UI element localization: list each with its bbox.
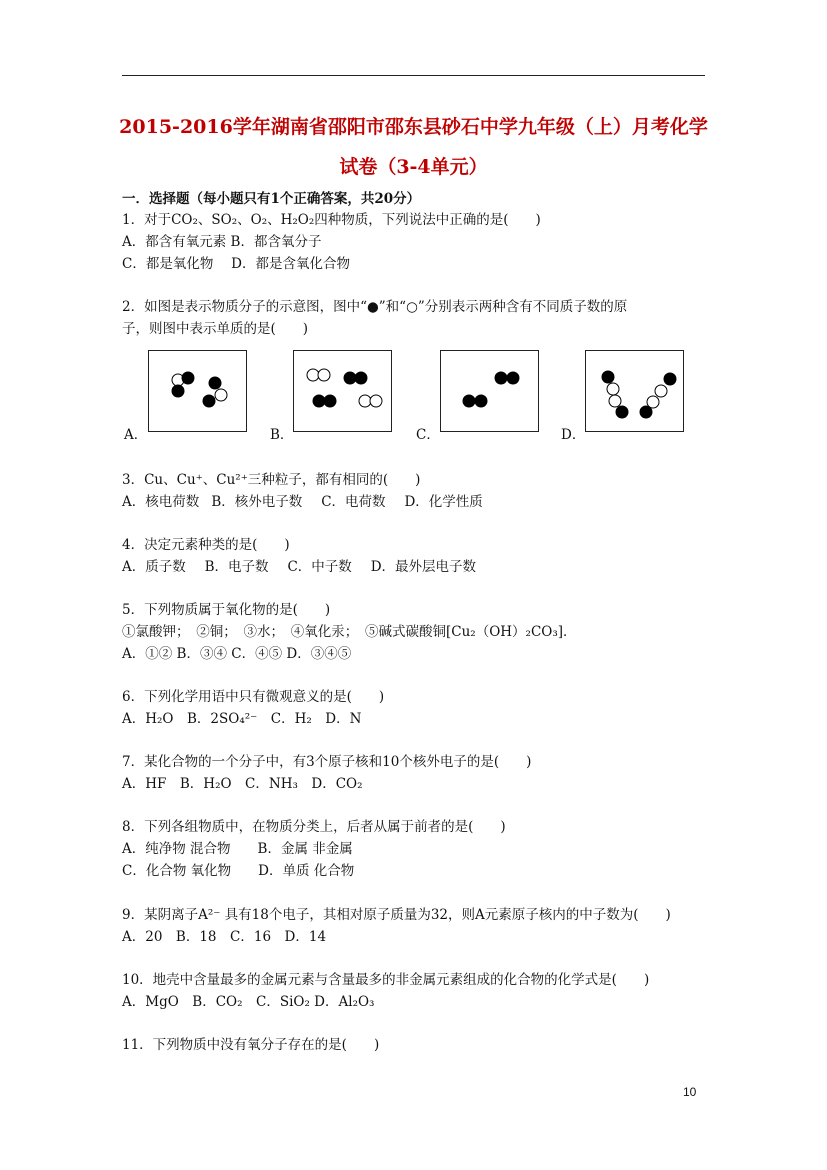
q1-stem: 1．对于CO₂、SO₂、O₂、H₂O₂四种物质，下列说法中正确的是( )	[122, 212, 541, 228]
q9-options: A．20 B．18 C．16 D．14	[122, 929, 327, 945]
q4-option-b: B．电子数	[204, 559, 269, 575]
exam-title-line2: 试卷（3-4单元）	[339, 156, 488, 178]
q8-options-cd: C．化合物 氧化物 D．单质 化合物	[122, 863, 355, 879]
q3-option-a: A．核电荷数	[122, 494, 200, 510]
q8-stem: 8．下列各组物质中，在物质分类上，后者从属于前者的是( )	[122, 819, 506, 835]
q2-diagram-b	[293, 350, 392, 432]
q3-options	[122, 494, 483, 510]
q2-option-c-label: C．	[416, 427, 440, 443]
q3-stem: 3．Cu、Cu⁺、Cu²⁺三种粒子，都有相同的( )	[122, 472, 421, 488]
q2-diagram-a	[148, 350, 247, 432]
q3-option-b: B．核外电子数	[211, 494, 303, 510]
q1-options-cd: C．都是氧化物 D．都是含氧化合物	[122, 256, 350, 272]
q2-diagram-c	[440, 350, 539, 432]
q5-options: A．①② B．③④ C．④⑤ D．③④⑤	[122, 646, 352, 662]
molecule-diagram-d-icon	[586, 351, 685, 433]
molecule-diagram-c-icon	[441, 351, 540, 433]
q3-option-c: C．电荷数	[321, 494, 386, 510]
q2-option-a-label: A．	[124, 427, 148, 443]
q2-stem-line1: 2．如图是表示物质分子的示意图，图中“●”和“○”分别表示两种含有不同质子数的原	[122, 299, 628, 315]
q7-stem: 7．某化合物的一个分子中，有3个原子核和10个核外电子的是( )	[122, 754, 532, 770]
q4-option-a: A．质子数	[122, 559, 186, 575]
q5-items: ①氯酸钾； ②铜； ③水； ④氧化汞； ⑤碱式碳酸铜[Cu₂（OH）₂CO₃]．	[122, 624, 577, 640]
q5-stem: 5．下列物质属于氧化物的是( )	[122, 602, 331, 618]
q6-options: A．H₂O B．2SO₄²⁻ C．H₂ D．N	[122, 711, 362, 727]
q4-option-d: D．最外层电子数	[370, 559, 477, 575]
q11-stem: 11．下列物质中没有氧分子存在的是( )	[122, 1037, 380, 1053]
q10-options: A．MgO B．CO₂ C．SiO₂ D．Al₂O₃	[122, 994, 375, 1010]
q1-options-ab: A．都含有氧元素 B．都含氧分子	[122, 234, 322, 250]
molecule-diagram-a-icon	[149, 351, 248, 433]
header-rule	[122, 75, 705, 76]
q7-options: A．HF B．H₂O C．NH₃ D．CO₂	[122, 776, 363, 792]
molecule-diagram-b-icon	[294, 351, 393, 433]
q2-diagram-d	[585, 350, 684, 432]
q2-stem-line2: 子，则图中表示单质的是( )	[122, 321, 309, 337]
q10-stem: 10．地壳中含量最多的金属元素与含量最多的非金属元素组成的化合物的化学式是( )	[122, 972, 650, 988]
q2-option-d-label: D．	[561, 427, 586, 443]
q3-option-d: D．化学性质	[404, 494, 483, 510]
section-heading: 一．选择题（每小题只有1个正确答案，共20分）	[122, 191, 421, 207]
exam-title-line1: 2015-2016学年湖南省邵阳市邵东县砂石中学九年级（上）月考化学	[119, 116, 708, 138]
q6-stem: 6．下列化学用语中只有微观意义的是( )	[122, 689, 385, 705]
q4-stem: 4．决定元素种类的是( )	[122, 537, 290, 553]
q4-option-c: C．中子数	[287, 559, 352, 575]
page-number: 10	[683, 1085, 697, 1099]
q2-option-b-label: B．	[270, 427, 294, 443]
q9-stem: 9．某阴离子A²⁻ 具有18个电子，其相对原子质量为32，则A元素原子核内的中子数为( )	[122, 907, 671, 923]
q4-options	[122, 559, 476, 575]
q8-options-ab: A．纯净物 混合物 B．金属 非金属	[122, 841, 353, 857]
